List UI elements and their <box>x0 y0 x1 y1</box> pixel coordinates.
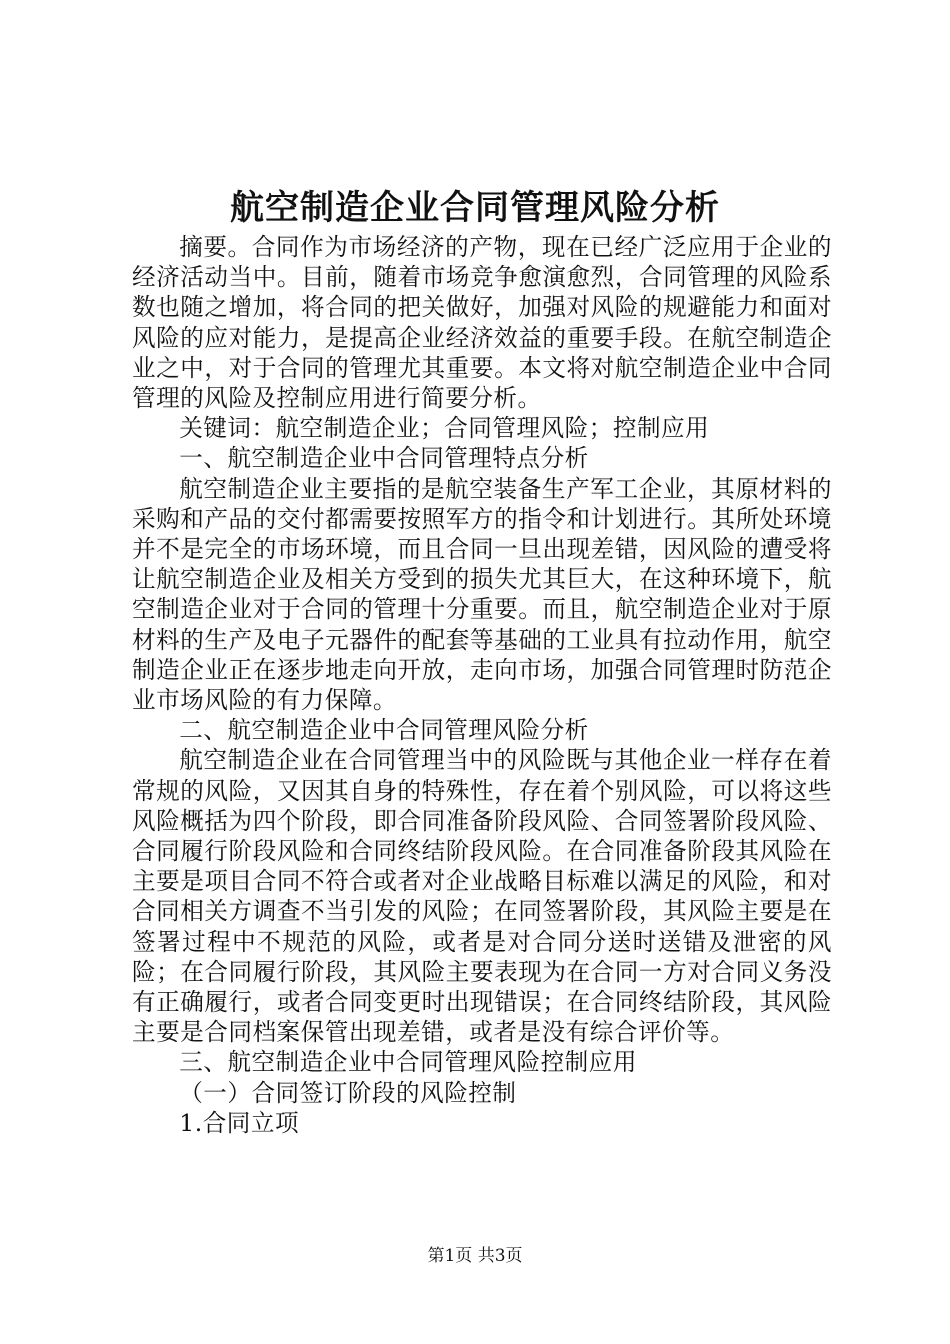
abstract-paragraph: 摘要。合同作为市场经济的产物，现在已经广泛应用于企业的经济活动当中。目前，随着市场竞争愈演愈烈，合同管理的风险系数也随之增加，将合同的把关做好，加强对风险的规避能力和面对风险的应对能力，是提高企业经济效益的重要手段。在航空制造企业之中，对于合同的管理尤其重要。本文将对航空制造企业中合同管理的风险及控制应用进行简要分析。 <box>132 233 832 413</box>
section-2-paragraph: 航空制造企业在合同管理当中的风险既与其他企业一样存在着常规的风险，又因其自身的特殊性，存在着个别风险，可以将这些风险概括为四个阶段，即合同准备阶段风险、合同签署阶段风险、合同履行阶段风险和合同终结阶段风险。在合同准备阶段其风险在主要是项目合同不符合或者对企业战略目标难以满足的风险，和对合同相关方调查不当引发的风险；在同签署阶段，其风险主要是在签署过程中不规范的风险，或者是对合同分送时送错及泄密的风险；在合同履行阶段，其风险主要表现为在合同一方对合同义务没有正确履行，或者合同变更时出现错误；在合同终结阶段，其风险主要是合同档案保管出现差错，或者是没有综合评价等。 <box>132 746 832 1047</box>
document-body <box>132 232 832 1138</box>
section-1-paragraph: 航空制造企业主要指的是航空装备生产军工企业，其原材料的采购和产品的交付都需要按照军方的指令和计划进行。其所处环境并不是完全的市场环境，而且合同一旦出现差错，因风险的遭受将让航空制造企业及相关方受到的损失尤其巨大，在这种环境下，航空制造企业对于合同的管理十分重要。而且，航空制造企业对于原材料的生产及电子元器件的配套等基础的工业具有拉动作用，航空制造企业正在逐步地走向开放，走向市场，加强合同管理时防范企业市场风险的有力保障。 <box>132 474 832 715</box>
subsection-heading-1: （一）合同签订阶段的风险控制 <box>179 1078 517 1107</box>
section-heading-1: 一、航空制造企业中合同管理特点分析 <box>179 444 589 473</box>
page-footer: 第1页 共3页 <box>427 1246 523 1266</box>
keywords-paragraph: 关键词：航空制造企业；合同管理风险；控制应用 <box>179 414 710 443</box>
section-heading-3: 三、航空制造企业中合同管理风险控制应用 <box>179 1048 637 1077</box>
section-heading-2: 二、航空制造企业中合同管理风险分析 <box>179 716 589 745</box>
subsection-item-1: 1.合同立项 <box>179 1108 300 1137</box>
document-title: 航空制造企业合同管理风险分析 <box>230 188 720 228</box>
